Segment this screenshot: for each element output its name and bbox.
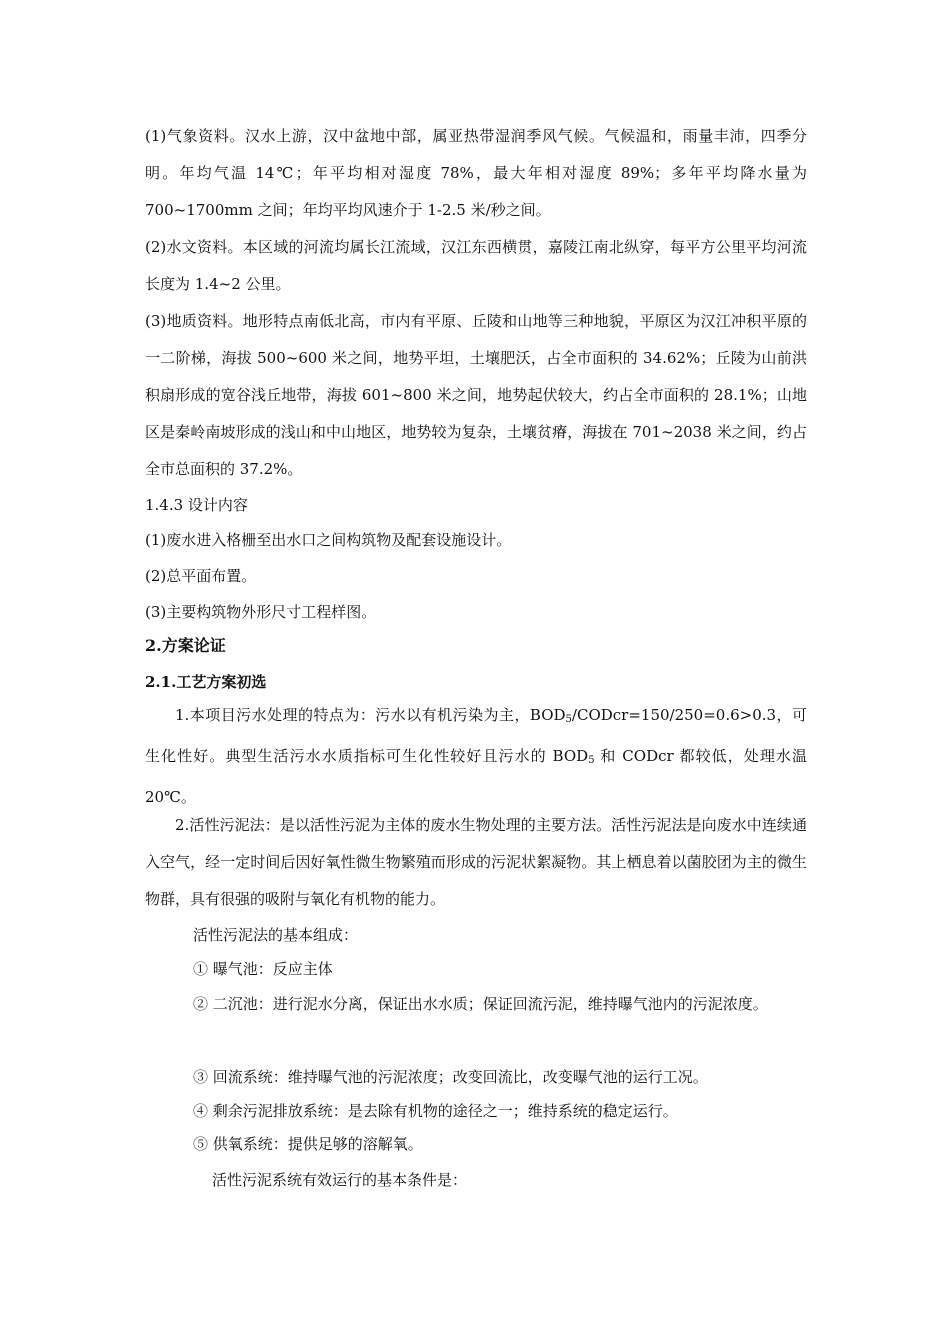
composition-item-2: ② 二沉池：进行泥水分离，保证出水水质；保证回流污泥，维持曝气池内的污泥浓度。 — [193, 995, 768, 1013]
design-item-1: (1)废水进入格栅至出水口之间构筑物及配套设施设计。 — [145, 531, 512, 549]
paragraph-project-features — [145, 697, 807, 816]
composition-item-3: ③ 回流系统：维持曝气池的污泥浓度；改变回流比，改变曝气池的运行工况。 — [193, 1068, 708, 1086]
paragraph-hydrology: (2)水文资料。本区域的河流均属长江流域，汉江东西横贯，嘉陵江南北纵穿，每平方公里平均河流长度为 1.4~2 公里。 — [145, 238, 807, 293]
section-heading-2-1: 2.1.工艺方案初选 — [145, 673, 267, 691]
paragraph-activated-sludge: 2.活性污泥法：是以活性污泥为主体的废水生物处理的主要方法。活性污泥法是向废水中连续通入空气，经一定时间后因好氧性微生物繁殖而形成的污泥状絮凝物。其上栖息着以菌胶团为主的微生物群，具有很强的吸附与氧化有机物的能力。 — [145, 816, 807, 908]
operating-conditions-heading: 活性污泥系统有效运行的基本条件是： — [212, 1171, 468, 1189]
design-item-2: (2)总平面布置。 — [145, 567, 257, 585]
p4-text-b: /CODcr=150/250=0.6>0.3，可生化性好。典型生活污水水质指标可生化性较好且污水的 BOD — [145, 706, 807, 765]
composition-item-1: ① 曝气池：反应主体 — [193, 960, 333, 978]
chapter-heading-2: 2.方案论证 — [145, 636, 226, 655]
basic-composition-heading: 活性污泥法的基本组成： — [193, 926, 359, 944]
p4-text-c: 和 CODcr 都较低，处理水温 20℃。 — [145, 747, 807, 806]
p4-subscript-1: 5 — [565, 714, 572, 725]
section-heading-1-4-3: 1.4.3 设计内容 — [145, 496, 248, 514]
composition-item-5: ⑤ 供氧系统：提供足够的溶解氧。 — [193, 1135, 423, 1153]
paragraph-meteorology: (1)气象资料。汉水上游，汉中盆地中部，属亚热带湿润季风气候。气候温和，雨量丰沛，四季分明。年均气温 14℃；年平均相对湿度 78%，最大年相对湿度 89%；多年平均降水量为 700~1700mm 之间；年均平均风速介于 1-2.5 米/秒之间。 — [145, 127, 807, 219]
p4-text-a: 1.本项目污水处理的特点为：污水以有机污染为主，BOD — [175, 706, 566, 724]
paragraph-geology: (3)地质资料。地形特点南低北高，市内有平原、丘陵和山地等三种地貌，平原区为汉江冲积平原的一二阶梯，海拔 500~600 米之间，地势平坦，土壤肥沃，占全市面积的 34.62%；丘陵为山前洪积扇形成的宽谷浅丘地带，海拔 601~800 米之间，地势起伏较大，约占全市面积的 28.1%；山地区是秦岭南坡形成的浅山和中山地区，地势较为复杂，土壤贫瘠，海拔在 701~2038 米之间，约占全市总面积的 37.2%。 — [145, 312, 807, 478]
composition-item-4: ④ 剩余污泥排放系统：是去除有机物的途径之一；维持系统的稳定运行。 — [193, 1102, 678, 1120]
p4-subscript-2: 5 — [588, 755, 595, 766]
design-item-3: (3)主要构筑物外形尺寸工程样图。 — [145, 603, 377, 621]
